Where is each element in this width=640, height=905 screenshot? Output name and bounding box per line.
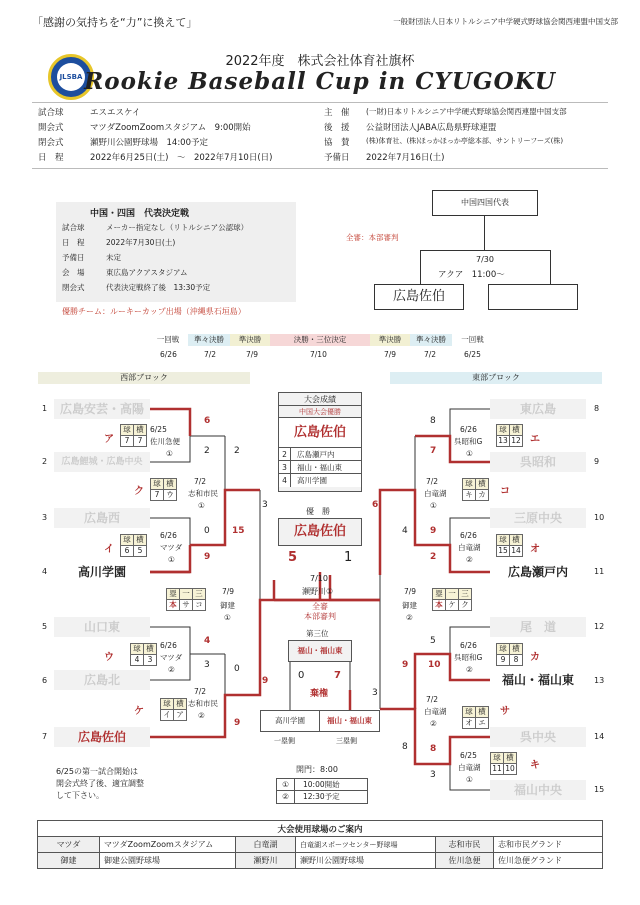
- game-venue: 佐川急便: [150, 437, 180, 446]
- game-code: サ: [500, 706, 510, 717]
- info-left: 試合球 エスエスケイ 開会式 マツダZoomZoomスタジアム 9:00開始 閉会式 瀬野川公園野球場 14:00予定 日 程 2022年6月25日(土) ～ 2022年7月10日(日): [38, 108, 273, 163]
- game-number: ①: [466, 449, 473, 458]
- game-venue: マツダ: [160, 653, 183, 662]
- rep-box: 中国四国代表: [432, 190, 538, 216]
- team-name: 呉中央: [490, 727, 586, 747]
- team-name: 山口東: [54, 617, 150, 637]
- results-champion: 広島佐伯: [279, 418, 361, 448]
- game-code: キ: [530, 760, 540, 771]
- score: 15: [232, 526, 245, 536]
- third-place-label: 第三位: [306, 629, 329, 638]
- third-score-right: 7: [334, 670, 341, 681]
- third-base-side: 三塁側: [336, 737, 357, 745]
- seed-number: 1: [42, 404, 48, 413]
- game-venue: 白竜湖: [424, 489, 447, 498]
- logo-text: JLSBA: [57, 63, 85, 91]
- final-umpire: 全審 本部審判: [304, 602, 336, 621]
- game-venue: 御建: [220, 601, 235, 610]
- score: 0: [204, 526, 210, 536]
- game-number: ②: [430, 719, 437, 728]
- seed-number: 2: [42, 457, 48, 466]
- results-title: 大会成績: [279, 393, 361, 406]
- game-date: 7/9: [404, 587, 417, 596]
- qual-row: 予備日 未定: [62, 253, 121, 262]
- team-name: 広島北: [54, 670, 150, 690]
- score: 8: [430, 744, 437, 754]
- opening-row: ② 12:30予定: [277, 791, 367, 803]
- team-name: 広島鯉城・広島中央: [54, 452, 150, 472]
- scoresheet-table: 球 横 オ エ: [462, 706, 489, 729]
- opening-table: [276, 778, 368, 804]
- game-code: ク: [134, 486, 144, 497]
- game-code: ウ: [104, 652, 114, 663]
- game-venue: マツダ: [160, 543, 183, 552]
- round-label: 一回戦: [148, 334, 188, 346]
- score: 2: [430, 552, 437, 562]
- game-code: オ: [530, 544, 540, 555]
- scoresheet-table: 球 横 15 14: [498, 535, 521, 555]
- game-date: 7/2: [194, 687, 207, 696]
- score: 0: [234, 664, 240, 674]
- game-code: イ: [104, 544, 114, 555]
- team-name: 広島西: [54, 508, 150, 528]
- qualifier-title: 中国・四国 代表決定戦: [90, 209, 190, 219]
- scoresheet-table: 球 横 4 3: [130, 643, 157, 666]
- game-number: ②: [198, 711, 205, 720]
- score: 3: [262, 500, 268, 510]
- east-block-label: 東部ブロック: [390, 372, 602, 384]
- round-label: 一回戦: [452, 334, 493, 346]
- seed-number: 7: [42, 732, 48, 741]
- seed-number: 5: [42, 622, 48, 631]
- game-date: 7/2: [194, 477, 207, 486]
- venue-guide-table: 大会使用球場のご案内 マツダ マツダZoomZoomスタジアム 白竜湖 白竜湖スポーツセンター野球場 志和市民 志和市民グランド 御建 御建公園野球場 瀬野川 瀬野川公園野球場 佐川急便 佐川急便グランド: [37, 820, 603, 869]
- score: 4: [204, 636, 211, 646]
- scoresheet-table: 球 横 6 5: [120, 534, 147, 557]
- game-code: コ: [500, 486, 510, 497]
- seed-number: 15: [594, 785, 605, 794]
- team-name: 福山中央: [490, 780, 586, 800]
- game-date: 7/2: [426, 477, 439, 486]
- score: 9: [430, 526, 437, 536]
- score: 7: [430, 446, 437, 456]
- game-number: ②: [406, 613, 413, 622]
- game-number: ①: [466, 775, 473, 784]
- score: 9: [262, 676, 269, 686]
- final-date: 7/10: [310, 574, 328, 583]
- game-number: ②: [168, 665, 175, 674]
- game-date: 6/26: [160, 531, 177, 540]
- score: 9: [402, 660, 409, 670]
- seed-number: 12: [594, 622, 605, 631]
- score: 9: [234, 718, 241, 728]
- score: 3: [430, 770, 436, 780]
- results-row: 2 広島瀬戸内: [279, 448, 361, 461]
- sf-table: 塁 一 三 本 サ コ: [166, 588, 206, 611]
- round-label: 決勝・三位決定: [270, 334, 370, 346]
- title-en: Rookie Baseball Cup in CYUGOKU: [84, 68, 556, 95]
- scoresheet-table: 球 横 7 7: [120, 424, 147, 447]
- score: 6: [372, 500, 379, 510]
- slogan: 「感謝の気持ちを“力”に換えて」: [32, 16, 198, 29]
- game-venue: 御建: [402, 601, 417, 610]
- score: 8: [402, 742, 408, 752]
- third-score-left: 0: [298, 670, 305, 681]
- final-score-right: 1: [344, 550, 353, 565]
- seed-number: 13: [594, 676, 605, 685]
- final-champion: 広島佐伯: [278, 518, 362, 546]
- team-name: 福山・福山東: [490, 670, 586, 690]
- team-name: 三原中央: [490, 508, 586, 528]
- title-jp: 2022年度 株式会社体育社旗杯: [225, 54, 415, 69]
- score: 3: [204, 660, 210, 670]
- venue-guide-title: 大会使用球場のご案内: [38, 821, 603, 837]
- game-code: ア: [104, 434, 114, 445]
- game-date: 7/9: [222, 587, 235, 596]
- seed-number: 9: [594, 457, 600, 466]
- round-label: 準決勝: [230, 334, 270, 346]
- game-venue: 呉昭和G: [454, 437, 483, 446]
- game-date: 6/26: [460, 531, 477, 540]
- game-venue: 白竜湖: [458, 543, 481, 552]
- game-code: ケ: [134, 706, 144, 717]
- qual-row: 会 場 東広島アクアスタジアム: [62, 268, 188, 277]
- third-place-team: 福山・福山東: [288, 640, 352, 662]
- score: 9: [204, 552, 211, 562]
- round-label: 準々決勝: [188, 334, 230, 346]
- game-venue: 志和市民: [188, 699, 218, 708]
- game-date: 6/26: [160, 641, 177, 650]
- qual-team: 広島佐伯: [374, 284, 464, 310]
- seed-number: 8: [594, 404, 600, 413]
- score: 3: [372, 688, 378, 698]
- game-number: ②: [466, 555, 473, 564]
- header-org: 一般財団法人日本リトルシニア中学硬式野球協会関西連盟中国支部: [393, 17, 618, 26]
- seed-number: 11: [594, 567, 605, 576]
- qual-row: 試合球 メーカー指定なし（リトルシニア公認球）: [62, 223, 249, 232]
- score: 2: [234, 446, 240, 456]
- round-label: 準決勝: [370, 334, 410, 346]
- results-subtitle: 中国大会優勝: [279, 406, 361, 418]
- qual-row: 日 程 2022年7月30日(土): [62, 238, 176, 247]
- forfeit-label: 棄権: [310, 689, 329, 699]
- game-number: ②: [466, 665, 473, 674]
- score: 6: [204, 416, 211, 426]
- qual-date: 7/30: [476, 255, 494, 264]
- results-box: [278, 392, 362, 492]
- game-number: ①: [168, 555, 175, 564]
- game-number: ①: [430, 501, 437, 510]
- team-name: 広島瀬戸内: [490, 562, 586, 582]
- winner-note: 優勝チーム：ルーキーカップ出場（沖縄県石垣島）: [62, 307, 246, 316]
- scoresheet-table: 球 横 イ ア: [160, 698, 187, 721]
- game-date: 7/2: [426, 695, 439, 704]
- game-venue: 呉昭和G: [454, 653, 483, 662]
- scoresheet-table: 球 横 7 ウ: [150, 478, 177, 501]
- scoresheet-table: 球 横 13 12: [498, 425, 521, 445]
- opening-row: ① 10:00開始: [277, 779, 367, 791]
- game-venue: 白竜湖: [458, 763, 481, 772]
- west-block-label: 西部ブロック: [38, 372, 250, 384]
- game-date: 6/25: [150, 425, 167, 434]
- game-number: ①: [198, 501, 205, 510]
- game-venue: 白竜湖: [424, 707, 447, 716]
- schedule-note: 6/25の第一試合開始は 開会式終了後、適宜調整 して下さい。: [56, 767, 144, 800]
- game-number: ①: [224, 613, 231, 622]
- game-date: 6/26: [460, 641, 477, 650]
- team-name: 呉昭和: [490, 452, 586, 472]
- qual-venue-time: アクア 11:00～: [438, 270, 505, 280]
- scoresheet-table: 球 横 11 10: [492, 753, 515, 773]
- seed-number: 10: [594, 513, 605, 522]
- game-date: 6/25: [460, 751, 477, 760]
- final-score-left: 5: [288, 550, 298, 565]
- team-name: 広島安芸・高陽: [54, 399, 150, 419]
- game-code: エ: [530, 434, 540, 445]
- team-name: 東広島: [490, 399, 586, 419]
- score: 5: [430, 636, 436, 646]
- third-right-team: 福山・福山東: [327, 716, 372, 725]
- third-left-team: 高川学園: [261, 711, 320, 731]
- round-dates: 6/26 7/2 7/9 7/10 7/9 7/2 6/25: [160, 350, 481, 359]
- umpire-note: 全審：本部審判: [346, 233, 399, 242]
- results-row: 4 高川学園: [279, 474, 361, 487]
- seed-number: 6: [42, 676, 48, 685]
- sf-table: 塁 一 三 本 ケ ク: [432, 588, 472, 611]
- team-name: 高川学園: [54, 562, 150, 582]
- gate-open: 開門：8:00: [296, 765, 338, 774]
- final-label: 優 勝: [306, 507, 330, 516]
- final-venue: 瀬野川①: [302, 587, 334, 596]
- score: 10: [428, 660, 441, 670]
- seed-number: 14: [594, 732, 605, 741]
- team-name: 尾 道: [490, 617, 586, 637]
- game-number: ①: [166, 449, 173, 458]
- scoresheet-table: 球 横 9 8: [496, 643, 523, 666]
- round-label: 準々決勝: [410, 334, 452, 346]
- game-code: カ: [530, 652, 540, 663]
- results-row: 3 福山・福山東: [279, 461, 361, 474]
- third-place-match: [260, 710, 380, 732]
- seed-number: 3: [42, 513, 48, 522]
- seed-number: 4: [42, 567, 48, 576]
- team-name: 広島佐伯: [54, 727, 150, 747]
- game-date: 6/26: [460, 425, 477, 434]
- first-base-side: 一塁側: [274, 737, 295, 745]
- info-right: 主 催 (一財)日本リトルシニア中学硬式野球協会関西連盟中国支部 後 援 公益財団法人JABA広島県野球連盟 協 賛 (株)体育社、(株)ほっかほっか亭総本部、サントリーフーズ(株) 予備日 2022年7月16日(土): [324, 107, 567, 163]
- game-venue: 志和市民: [188, 489, 218, 498]
- scoresheet-table: 球 横 キ カ: [462, 478, 489, 501]
- score: 2: [204, 446, 210, 456]
- score: 8: [430, 416, 436, 426]
- qual-row: 閉会式 代表決定戦終了後 13:30予定: [62, 283, 211, 292]
- score: 4: [402, 526, 408, 536]
